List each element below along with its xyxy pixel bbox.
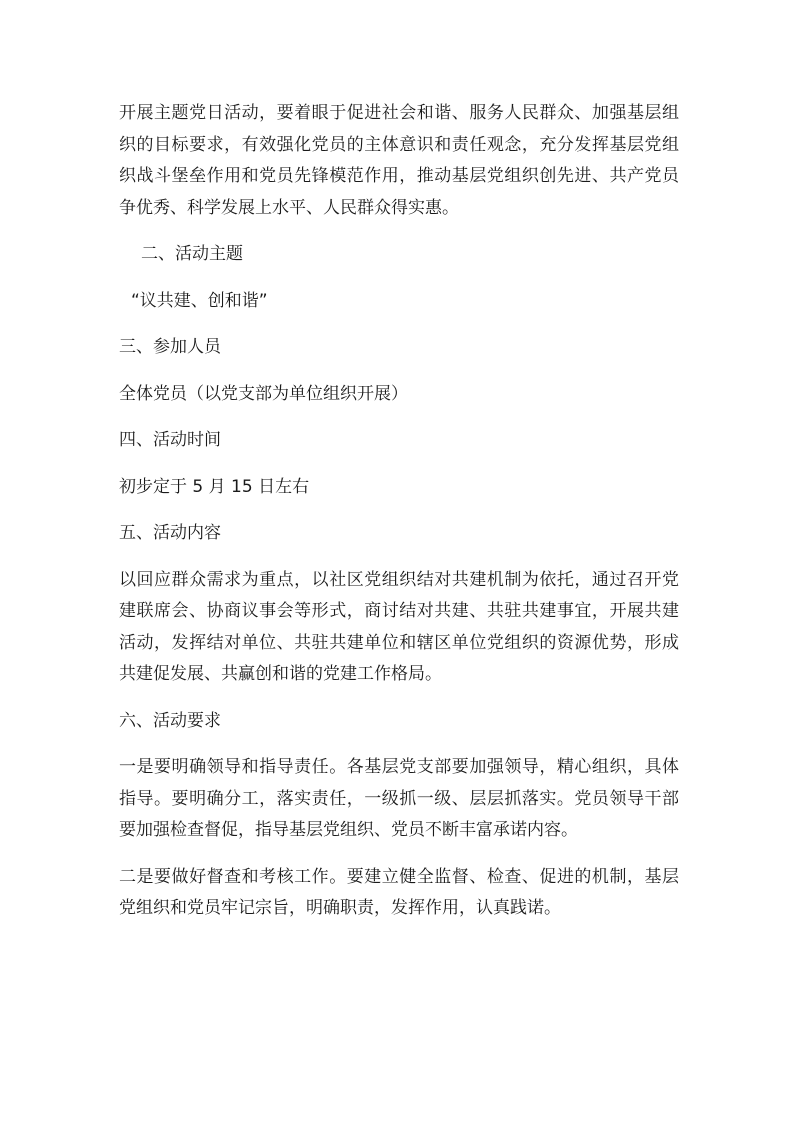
document-page <box>119 98 679 940</box>
paragraph-activity-time: 初步定于 5 月 15 日左右 <box>119 476 310 497</box>
activity-theme-quote: “议共建、创和谐” <box>131 290 268 311</box>
heading-activity-theme: 二、活动主题 <box>141 244 243 264</box>
paragraph-purpose: 开展主题党日活动，要着眼于促进社会和谐、服务人民群众、加强基层组织的目标要求，有效强化党员的主体意识和责任观念，充分发挥基层党组织战斗堡垒作用和党员先锋模范作用，推动基层党组织创先进、共产党员争优秀、科学发展上水平、人民群众得实惠。 <box>119 103 679 218</box>
heading-participants: 三、参加人员 <box>119 337 221 357</box>
heading-activity-time: 四、活动时间 <box>119 430 221 450</box>
paragraph-participants: 全体党员（以党支部为单位组织开展） <box>119 383 408 404</box>
heading-activity-requirements: 六、活动要求 <box>119 710 221 731</box>
heading-activity-content: 五、活动内容 <box>119 523 221 543</box>
paragraph-activity-content: 以回应群众需求为重点，以社区党组织结对共建机制为依托，通过召开党建联席会、协商议事会等形式，商讨结对共建、共驻共建事宜，开展共建活动，发挥结对单位、共驻共建单位和辖区单位党组织的资源优势，形成共建促发展、共赢创和谐的党建工作格局。 <box>119 569 679 684</box>
paragraph-requirement-2: 二是要做好督查和考核工作。要建立健全监督、检查、促进的机制，基层党组织和党员牢记宗旨，明确职责，发挥作用，认真践诺。 <box>119 866 679 918</box>
paragraph-requirement-1: 一是要明确领导和指导责任。各基层党支部要加强领导，精心组织，具体指导。要明确分工，落实责任，一级抓一级、层层抓落实。党员领导干部要加强检查督促，指导基层党组织、党员不断丰富承诺内容。 <box>119 757 679 840</box>
